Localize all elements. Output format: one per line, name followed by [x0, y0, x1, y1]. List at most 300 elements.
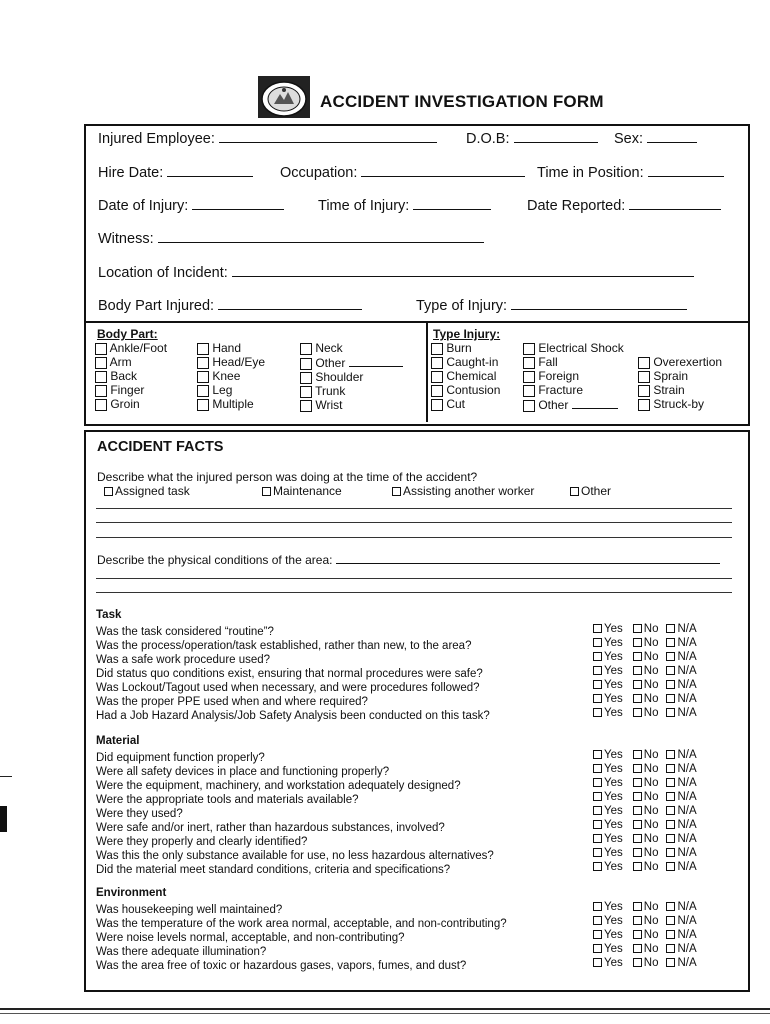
yes-checkbox[interactable] — [593, 861, 623, 873]
no-checkbox[interactable] — [633, 679, 659, 691]
question-text: Did the material meet standard conditions, criteria and specifications? — [96, 864, 451, 876]
occupation-label: Occupation: — [280, 165, 358, 181]
option-label: Wrist — [315, 398, 343, 412]
no-checkbox[interactable] — [633, 847, 659, 859]
checkbox-box[interactable] — [666, 666, 675, 675]
yes-checkbox[interactable] — [593, 847, 623, 859]
time-of-injury-field[interactable] — [318, 195, 491, 214]
checkbox-contusion[interactable] — [431, 383, 500, 397]
checkbox-box[interactable] — [633, 708, 642, 717]
checkbox-box[interactable] — [593, 694, 602, 703]
checkbox-box[interactable] — [95, 371, 107, 383]
checkbox-leg[interactable] — [197, 383, 265, 397]
checkbox-box[interactable] — [593, 764, 602, 773]
checkbox-box[interactable] — [523, 343, 535, 355]
checkbox-burn[interactable] — [431, 341, 500, 355]
answer-label: N/A — [677, 777, 697, 789]
checkbox-box[interactable] — [666, 862, 675, 871]
no-checkbox[interactable] — [633, 777, 659, 789]
witness-line[interactable] — [158, 228, 484, 243]
yes-checkbox[interactable] — [593, 637, 623, 649]
answer-label: N/A — [677, 957, 697, 969]
checkbox-box[interactable] — [666, 638, 675, 647]
na-checkbox[interactable] — [666, 665, 696, 677]
yes-checkbox[interactable] — [593, 929, 623, 941]
checkbox-chemical[interactable] — [431, 369, 500, 383]
hire-date-line[interactable] — [167, 162, 253, 177]
location-line[interactable] — [232, 262, 694, 277]
yes-checkbox[interactable] — [593, 693, 623, 705]
na-checkbox[interactable] — [666, 749, 696, 761]
no-checkbox[interactable] — [633, 957, 659, 969]
na-checkbox[interactable] — [666, 847, 696, 859]
checkbox-box[interactable] — [638, 357, 650, 369]
checkbox-box[interactable] — [666, 778, 675, 787]
witness-field[interactable] — [98, 228, 484, 247]
checkbox-caught-in[interactable] — [431, 355, 500, 369]
checkbox-box[interactable] — [633, 958, 642, 967]
yes-checkbox[interactable] — [593, 707, 623, 719]
checkbox-box[interactable] — [431, 399, 443, 411]
checkbox-wrist[interactable] — [300, 398, 403, 412]
option-label: Other — [315, 356, 346, 370]
checkbox-box[interactable] — [593, 708, 602, 717]
type-of-injury-line[interactable] — [511, 295, 687, 310]
checkbox-box[interactable] — [633, 916, 642, 925]
option-label: Finger — [110, 383, 145, 397]
checkbox-box[interactable] — [593, 862, 602, 871]
checkbox-box[interactable] — [300, 386, 312, 398]
checkbox-box[interactable] — [593, 834, 602, 843]
answer-line[interactable] — [96, 578, 732, 579]
conditions-line[interactable] — [336, 553, 720, 564]
yes-checkbox[interactable] — [593, 651, 623, 663]
checkbox-box[interactable] — [431, 385, 443, 397]
answer-options — [593, 692, 697, 706]
checkbox-box[interactable] — [523, 371, 535, 383]
checkbox-box[interactable] — [197, 357, 209, 369]
occupation-line[interactable] — [361, 162, 525, 177]
no-checkbox[interactable] — [633, 707, 659, 719]
describe-conditions-field[interactable] — [97, 553, 720, 567]
checkbox-box[interactable] — [633, 624, 642, 633]
checkbox-box[interactable] — [593, 944, 602, 953]
body-part-injured-line[interactable] — [218, 295, 362, 310]
checkbox-box[interactable] — [666, 764, 675, 773]
checkbox-box[interactable] — [666, 680, 675, 689]
yes-checkbox[interactable] — [593, 915, 623, 927]
other-body-line[interactable] — [349, 355, 403, 367]
na-checkbox[interactable] — [666, 651, 696, 663]
na-checkbox[interactable] — [666, 861, 696, 873]
answer-label: N/A — [677, 819, 697, 831]
checkbox-box[interactable] — [431, 371, 443, 383]
checkbox-hand[interactable] — [197, 341, 265, 355]
option-label: Other — [581, 484, 612, 498]
answer-label: N/A — [677, 901, 697, 913]
date-reported-label: Date Reported: — [527, 198, 626, 214]
no-checkbox[interactable] — [633, 915, 659, 927]
checkbox-strain[interactable] — [638, 383, 722, 397]
checkbox-box[interactable] — [666, 708, 675, 717]
option-assigned-task[interactable] — [104, 484, 190, 498]
checkbox-back[interactable] — [95, 369, 167, 383]
answer-label: Yes — [604, 915, 623, 927]
option-label: Shoulder — [315, 370, 364, 384]
checkbox-box[interactable] — [197, 343, 209, 355]
checkbox-box[interactable] — [593, 680, 602, 689]
answer-line[interactable] — [96, 522, 732, 523]
checkbox-groin[interactable] — [95, 397, 167, 411]
checkbox-box[interactable] — [633, 902, 642, 911]
checkbox-box[interactable] — [633, 820, 642, 829]
checkbox-electrical-shock[interactable] — [523, 341, 624, 355]
hire-date-field[interactable] — [98, 162, 253, 181]
checkbox-box[interactable] — [666, 902, 675, 911]
answer-options — [593, 790, 697, 804]
checkbox-multiple[interactable] — [197, 397, 265, 411]
date-of-injury-field[interactable] — [98, 195, 284, 214]
checkbox-box[interactable] — [593, 930, 602, 939]
task-heading: Task — [96, 609, 122, 621]
checkbox-head-eye[interactable] — [197, 355, 265, 369]
dob-line[interactable] — [514, 128, 598, 143]
na-checkbox[interactable] — [666, 901, 696, 913]
question-row — [96, 650, 736, 664]
checkbox-box[interactable] — [95, 399, 107, 411]
yes-checkbox[interactable] — [593, 943, 623, 955]
checkbox-box[interactable] — [300, 358, 312, 370]
checkbox-box[interactable] — [300, 372, 312, 384]
question-row — [96, 748, 736, 762]
na-checkbox[interactable] — [666, 915, 696, 927]
body-part-col3 — [300, 341, 403, 412]
option-other[interactable] — [570, 484, 611, 498]
option-label: Sprain — [653, 369, 689, 383]
date-of-injury-label: Date of Injury: — [98, 198, 189, 214]
scan-mark-bar — [0, 806, 7, 832]
option-maintenance[interactable] — [262, 484, 342, 498]
answer-line[interactable] — [96, 592, 732, 593]
no-checkbox[interactable] — [633, 763, 659, 775]
checkbox-box[interactable] — [633, 806, 642, 815]
answer-options — [593, 748, 697, 762]
answer-label: Yes — [604, 957, 623, 969]
type-of-injury-field[interactable] — [416, 295, 687, 314]
no-checkbox[interactable] — [633, 791, 659, 803]
na-checkbox[interactable] — [666, 777, 696, 789]
na-checkbox[interactable] — [666, 819, 696, 831]
checkbox-box[interactable] — [593, 666, 602, 675]
yes-checkbox[interactable] — [593, 791, 623, 803]
option-label: Trunk — [315, 384, 346, 398]
yes-checkbox[interactable] — [593, 679, 623, 691]
question-text: Was Lockout/Tagout used when necessary, and were procedures followed? — [96, 682, 480, 694]
date-reported-field[interactable] — [527, 195, 721, 214]
na-checkbox[interactable] — [666, 763, 696, 775]
answer-label: N/A — [677, 623, 697, 635]
answer-label: N/A — [677, 943, 697, 955]
checkbox-box[interactable] — [593, 916, 602, 925]
yes-checkbox[interactable] — [593, 763, 623, 775]
na-checkbox[interactable] — [666, 833, 696, 845]
question-row — [96, 762, 736, 776]
answer-label: No — [643, 623, 659, 635]
question-text: Were noise levels normal, acceptable, and non-contributing? — [96, 932, 405, 944]
checkbox-box[interactable] — [593, 792, 602, 801]
yes-checkbox[interactable] — [593, 957, 623, 969]
injured-employee-field[interactable] — [98, 128, 437, 147]
question-text: Were the equipment, machinery, and workstation adequately designed? — [96, 780, 461, 792]
checkbox-box[interactable] — [95, 385, 107, 397]
na-checkbox[interactable] — [666, 693, 696, 705]
answer-label: N/A — [677, 749, 697, 761]
na-checkbox[interactable] — [666, 805, 696, 817]
no-checkbox[interactable] — [633, 819, 659, 831]
answer-line[interactable] — [96, 508, 732, 509]
option-label: Maintenance — [273, 484, 342, 498]
no-checkbox[interactable] — [633, 901, 659, 913]
na-checkbox[interactable] — [666, 707, 696, 719]
checkbox-box[interactable] — [633, 694, 642, 703]
yes-checkbox[interactable] — [593, 805, 623, 817]
checkbox-box[interactable] — [633, 680, 642, 689]
question-row — [96, 692, 736, 706]
answer-label: No — [643, 943, 659, 955]
answer-options — [593, 636, 697, 650]
checkbox-box[interactable] — [197, 371, 209, 383]
time-of-injury-line[interactable] — [413, 195, 491, 210]
question-row — [96, 942, 736, 956]
answer-options — [593, 914, 697, 928]
checkbox-box[interactable] — [666, 848, 675, 857]
body-part-injured-field[interactable] — [98, 295, 362, 314]
checkbox-box[interactable] — [666, 624, 675, 633]
checkbox-box[interactable] — [523, 385, 535, 397]
checkbox-box[interactable] — [633, 862, 642, 871]
checkbox-box[interactable] — [593, 958, 602, 967]
no-checkbox[interactable] — [633, 693, 659, 705]
injured-employee-line[interactable] — [219, 128, 437, 143]
checkbox-box[interactable] — [95, 357, 107, 369]
answer-options — [593, 762, 697, 776]
checkbox-box[interactable] — [633, 638, 642, 647]
question-text: Was there adequate illumination? — [96, 946, 267, 958]
checkbox-box[interactable] — [633, 666, 642, 675]
checkbox-box[interactable] — [431, 343, 443, 355]
no-checkbox[interactable] — [633, 623, 659, 635]
option-label: Head/Eye — [212, 355, 266, 369]
checkbox-box[interactable] — [638, 385, 650, 397]
checkbox-trunk[interactable] — [300, 384, 403, 398]
answer-options — [593, 776, 697, 790]
answer-options — [593, 956, 697, 970]
question-text: Were they used? — [96, 808, 183, 820]
checkbox-box[interactable] — [633, 834, 642, 843]
checkbox-box[interactable] — [523, 400, 535, 412]
na-checkbox[interactable] — [666, 791, 696, 803]
checkbox-cut[interactable] — [431, 397, 500, 411]
checkbox-box[interactable] — [666, 916, 675, 925]
yes-checkbox[interactable] — [593, 665, 623, 677]
na-checkbox[interactable] — [666, 957, 696, 969]
checkbox-knee[interactable] — [197, 369, 265, 383]
answer-label: Yes — [604, 679, 623, 691]
checkbox-box[interactable] — [593, 778, 602, 787]
checkbox-box[interactable] — [633, 764, 642, 773]
option-assisting-worker[interactable] — [392, 484, 534, 498]
checkbox-neck[interactable] — [300, 341, 403, 355]
checkbox-box[interactable] — [666, 958, 675, 967]
divider-line — [84, 321, 748, 323]
checkbox-box[interactable] — [392, 487, 401, 496]
checkbox-box[interactable] — [300, 343, 312, 355]
task-questions — [96, 622, 736, 720]
yes-checkbox[interactable] — [593, 777, 623, 789]
answer-options — [593, 900, 697, 914]
checkbox-ankle-foot[interactable] — [95, 341, 167, 355]
checkbox-box[interactable] — [633, 930, 642, 939]
option-label: Multiple — [212, 397, 254, 411]
body-part-heading: Body Part: — [97, 327, 158, 341]
question-text: Was the proper PPE used when and where required? — [96, 696, 368, 708]
question-text: Was the task considered “routine”? — [96, 626, 274, 638]
checkbox-box[interactable] — [633, 652, 642, 661]
location-field[interactable] — [98, 262, 694, 281]
checkbox-box[interactable] — [666, 930, 675, 939]
date-of-injury-line[interactable] — [192, 195, 284, 210]
material-questions — [96, 748, 736, 874]
answer-label: Yes — [604, 943, 623, 955]
checkbox-struck-by[interactable] — [638, 397, 722, 411]
na-checkbox[interactable] — [666, 623, 696, 635]
checkbox-box[interactable] — [593, 848, 602, 857]
checkbox-box[interactable] — [633, 778, 642, 787]
checkbox-box[interactable] — [593, 902, 602, 911]
checkbox-box[interactable] — [262, 487, 271, 496]
answer-options — [593, 706, 697, 720]
checkbox-shoulder[interactable] — [300, 370, 403, 384]
occupation-field[interactable] — [280, 162, 525, 181]
witness-label: Witness: — [98, 231, 154, 247]
injured-employee-label: Injured Employee: — [98, 131, 215, 147]
yes-checkbox[interactable] — [593, 901, 623, 913]
checkbox-box[interactable] — [593, 624, 602, 633]
checkbox-box[interactable] — [197, 385, 209, 397]
other-injury-line[interactable] — [572, 397, 618, 409]
date-reported-line[interactable] — [629, 195, 721, 210]
checkbox-fracture[interactable] — [523, 383, 624, 397]
checkbox-box[interactable] — [633, 944, 642, 953]
answer-label: No — [643, 749, 659, 761]
checkbox-box[interactable] — [593, 638, 602, 647]
no-checkbox[interactable] — [633, 929, 659, 941]
checkbox-box[interactable] — [633, 750, 642, 759]
no-checkbox[interactable] — [633, 651, 659, 663]
no-checkbox[interactable] — [633, 749, 659, 761]
checkbox-box[interactable] — [638, 371, 650, 383]
yes-checkbox[interactable] — [593, 819, 623, 831]
no-checkbox[interactable] — [633, 665, 659, 677]
option-label: Ankle/Foot — [109, 341, 168, 355]
checkbox-fall[interactable] — [523, 355, 624, 369]
no-checkbox[interactable] — [633, 805, 659, 817]
checkbox-foreign[interactable] — [523, 369, 624, 383]
no-checkbox[interactable] — [633, 833, 659, 845]
checkbox-box[interactable] — [638, 399, 650, 411]
no-checkbox[interactable] — [633, 637, 659, 649]
scan-mark-dash — [0, 776, 12, 777]
checkbox-box[interactable] — [95, 343, 107, 355]
time-in-position-field[interactable] — [537, 162, 724, 181]
question-row — [96, 914, 736, 928]
option-label: Assigned task — [115, 484, 190, 498]
checkbox-box[interactable] — [104, 487, 113, 496]
checkbox-box[interactable] — [197, 399, 209, 411]
checkbox-box[interactable] — [593, 750, 602, 759]
checkbox-box[interactable] — [593, 820, 602, 829]
dob-field[interactable] — [466, 128, 598, 147]
checkbox-box[interactable] — [593, 806, 602, 815]
yes-checkbox[interactable] — [593, 749, 623, 761]
no-checkbox[interactable] — [633, 943, 659, 955]
checkbox-box[interactable] — [666, 834, 675, 843]
na-checkbox[interactable] — [666, 929, 696, 941]
checkbox-arm[interactable] — [95, 355, 167, 369]
checkbox-finger[interactable] — [95, 383, 167, 397]
checkbox-overexertion[interactable] — [638, 355, 722, 369]
yes-checkbox[interactable] — [593, 623, 623, 635]
answer-label: No — [643, 861, 659, 873]
checkbox-box[interactable] — [666, 652, 675, 661]
checkbox-box[interactable] — [666, 944, 675, 953]
answer-label: No — [643, 805, 659, 817]
answer-line[interactable] — [96, 537, 732, 538]
checkbox-other-injury[interactable] — [523, 397, 624, 412]
question-row — [96, 928, 736, 942]
na-checkbox[interactable] — [666, 679, 696, 691]
checkbox-box[interactable] — [300, 400, 312, 412]
na-checkbox[interactable] — [666, 637, 696, 649]
checkbox-box[interactable] — [593, 652, 602, 661]
yes-checkbox[interactable] — [593, 833, 623, 845]
checkbox-box[interactable] — [633, 792, 642, 801]
checkbox-box[interactable] — [633, 848, 642, 857]
time-in-position-line[interactable] — [648, 162, 724, 177]
sex-field[interactable] — [614, 128, 697, 147]
material-heading: Material — [96, 735, 140, 747]
sex-line[interactable] — [647, 128, 697, 143]
hire-date-label: Hire Date: — [98, 165, 164, 181]
type-of-injury-label: Type of Injury: — [416, 298, 508, 314]
answer-label: Yes — [604, 651, 623, 663]
answer-label: N/A — [677, 915, 697, 927]
checkbox-box[interactable] — [570, 487, 579, 496]
answer-label: Yes — [604, 901, 623, 913]
checkbox-box[interactable] — [666, 750, 675, 759]
checkbox-box[interactable] — [666, 792, 675, 801]
checkbox-box[interactable] — [431, 357, 443, 369]
checkbox-box[interactable] — [666, 806, 675, 815]
checkbox-other-body[interactable] — [300, 355, 403, 370]
answer-label: No — [643, 777, 659, 789]
checkbox-box[interactable] — [523, 357, 535, 369]
checkbox-sprain[interactable] — [638, 369, 722, 383]
checkbox-box[interactable] — [666, 694, 675, 703]
na-checkbox[interactable] — [666, 943, 696, 955]
no-checkbox[interactable] — [633, 861, 659, 873]
checkbox-box[interactable] — [666, 820, 675, 829]
